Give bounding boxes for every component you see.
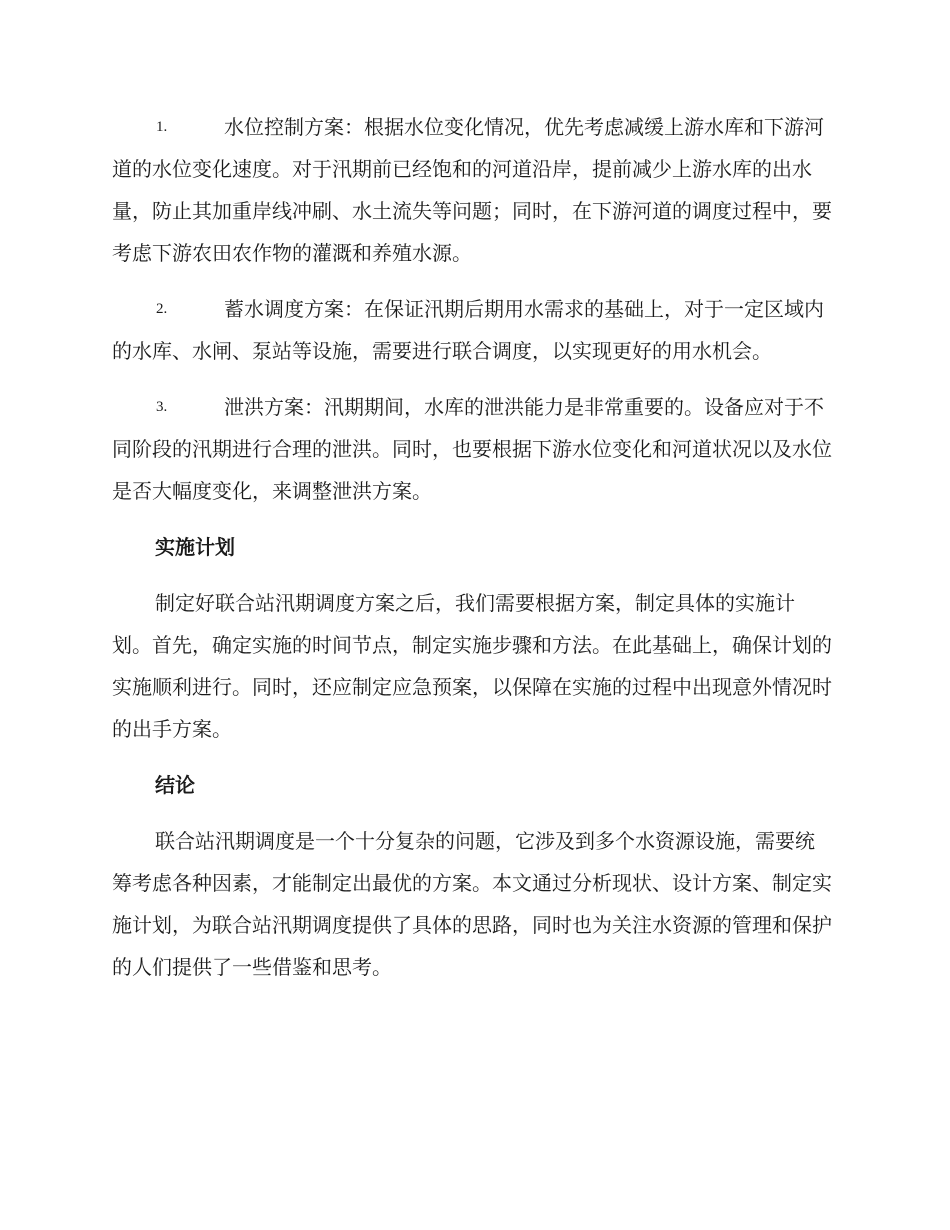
list-item-text: 蓄水调度方案：在保证汛期后期用水需求的基础上，对于一定区域内的水库、水闸、泵站等设施，需要进行联合调度，以实现更好的用水机会。 [112,297,824,363]
section-heading-implementation: 实施计划 [155,535,235,559]
paragraph-implementation: 制定好联合站汛期调度方案之后，我们需要根据方案，制定具体的实施计划。首先，确定实施的时间节点，制定实施步骤和方法。在此基础上，确保计划的实施顺利进行。同时，还应制定应急预案，以保障在实施的过程中出现意外情况时的出手方案。 [112,591,832,741]
list-item-water-level-control [112,106,834,274]
section-heading-conclusion: 结论 [155,773,195,797]
list-item-storage-scheduling [112,288,834,372]
list-item-flood-discharge [112,386,834,512]
list-item-text: 水位控制方案：根据水位变化情况，优先考虑减缓上游水库和下游河道的水位变化速度。对于汛期前已经饱和的河道沿岸，提前减少上游水库的出水量，防止其加重岸线冲刷、水土流失等问题；同时，在下游河道的调度过程中，要考虑下游农田农作物的灌溉和养殖水源。 [112,115,832,265]
paragraph-conclusion: 联合站汛期调度是一个十分复杂的问题，它涉及到多个水资源设施，需要统筹考虑各种因素，才能制定出最优的方案。本文通过分析现状、设计方案、制定实施计划，为联合站汛期调度提供了具体的思路，同时也为关注水资源的管理和保护的人们提供了一些借鉴和思考。 [112,829,832,979]
list-number: 1. [156,119,168,135]
list-item-text: 泄洪方案：汛期期间，水库的泄洪能力是非常重要的。设备应对于不同阶段的汛期进行合理的泄洪。同时，也要根据下游水位变化和河道状况以及水位是否大幅度变化，来调整泄洪方案。 [112,395,832,503]
list-number: 3. [156,399,168,415]
document-page [112,106,834,1002]
list-number: 2. [156,301,168,317]
